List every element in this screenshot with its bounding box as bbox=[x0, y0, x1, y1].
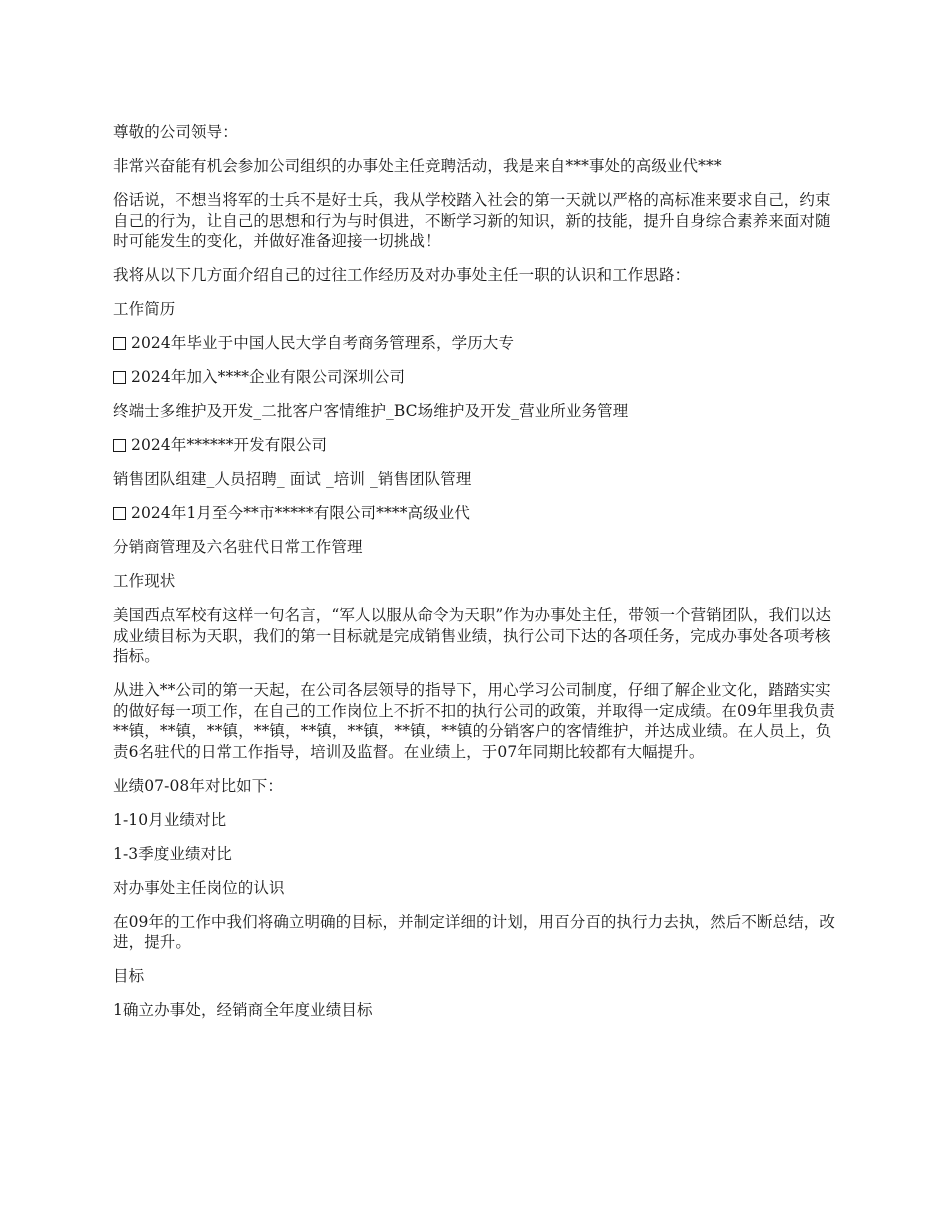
motto-paragraph: 俗话说，不想当将军的士兵不是好士兵，我从学校踏入社会的第一天就以严格的高标准来要求自己，约束自己的行为，让自己的思想和行为与时俱进，不断学习新的知识，新的技能，提升自身综合素养来面对随时可能发生的变化，并做好准备迎接一切挑战！ bbox=[113, 191, 831, 250]
goal-item: 1确立办事处，经销商全年度业绩目标 bbox=[113, 1001, 373, 1019]
checkbox-icon bbox=[113, 507, 126, 520]
outline-paragraph: 我将从以下几方面介绍自己的过往工作经历及对办事处主任一职的认识和工作思路： bbox=[113, 266, 691, 284]
resume-item bbox=[113, 333, 843, 354]
compare-item: 1-3季度业绩对比 bbox=[113, 844, 232, 863]
resume-item-detail: 销售团队组建_人员招聘_ 面试 _培训 _销售团队管理 bbox=[113, 470, 472, 488]
resume-item-text: 2024年毕业于中国人民大学自考商务管理系，学历大专 bbox=[131, 334, 515, 352]
checkbox-icon bbox=[113, 337, 126, 350]
intro-paragraph: 非常兴奋能有机会参加公司组织的办事处主任竞聘活动，我是来自***事处的高级业代*** bbox=[113, 157, 722, 175]
goal-heading: 目标 bbox=[113, 967, 145, 985]
resume-item bbox=[113, 367, 843, 388]
status-heading: 工作现状 bbox=[113, 572, 176, 590]
resume-item-text: 2024年******开发有限公司 bbox=[131, 436, 328, 454]
status-paragraph-2: 从进入**公司的第一天起，在公司各层领导的指导下，用心学习公司制度，仔细了解企业文化，踏踏实实的做好每一项工作，在自己的工作岗位上不折不扣的执行公司的政策，并取得一定成绩。在09年里我负责**镇，**镇，**镇，**镇，**镇，**镇，**镇，**镇的分销客户的客情维护，并达成业绩。在人员上，负责6名驻代的日常工作指导，培训及监督。在业绩上，于07年同期比较都有大幅提升。 bbox=[113, 681, 835, 761]
resume-item-detail: 分销商管理及六名驻代日常工作管理 bbox=[113, 538, 363, 556]
resume-item bbox=[113, 503, 843, 524]
position-paragraph: 在09年的工作中我们将确立明确的目标，并制定详细的计划，用百分百的执行力去执，然后不断总结，改进，提升。 bbox=[113, 912, 835, 951]
document-page bbox=[113, 122, 843, 1034]
greeting: 尊敬的公司领导： bbox=[113, 123, 238, 141]
status-paragraph-1: 美国西点军校有这样一句名言，“军人以服从命令为天职”作为办事处主任，带领一个营销团队，我们以达成业绩目标为天职，我们的第一目标就是完成销售业绩，执行公司下达的各项任务，完成办事处各项考核指标。 bbox=[113, 606, 832, 665]
compare-item: 1-10月业绩对比 bbox=[113, 810, 227, 829]
compare-title: 业绩07-08年对比如下： bbox=[113, 776, 283, 795]
resume-item-text: 2024年加入****企业有限公司深圳公司 bbox=[131, 368, 406, 386]
resume-item-detail: 终端士多维护及开发_二批客户客情维护_BC场维护及开发_营业所业务管理 bbox=[113, 402, 629, 420]
checkbox-icon bbox=[113, 439, 126, 452]
checkbox-icon bbox=[113, 371, 126, 384]
position-heading: 对办事处主任岗位的认识 bbox=[113, 878, 285, 897]
resume-item-text: 2024年1月至今**市*****有限公司****高级业代 bbox=[131, 504, 470, 522]
resume-item bbox=[113, 435, 843, 456]
resume-heading: 工作简历 bbox=[113, 300, 176, 318]
